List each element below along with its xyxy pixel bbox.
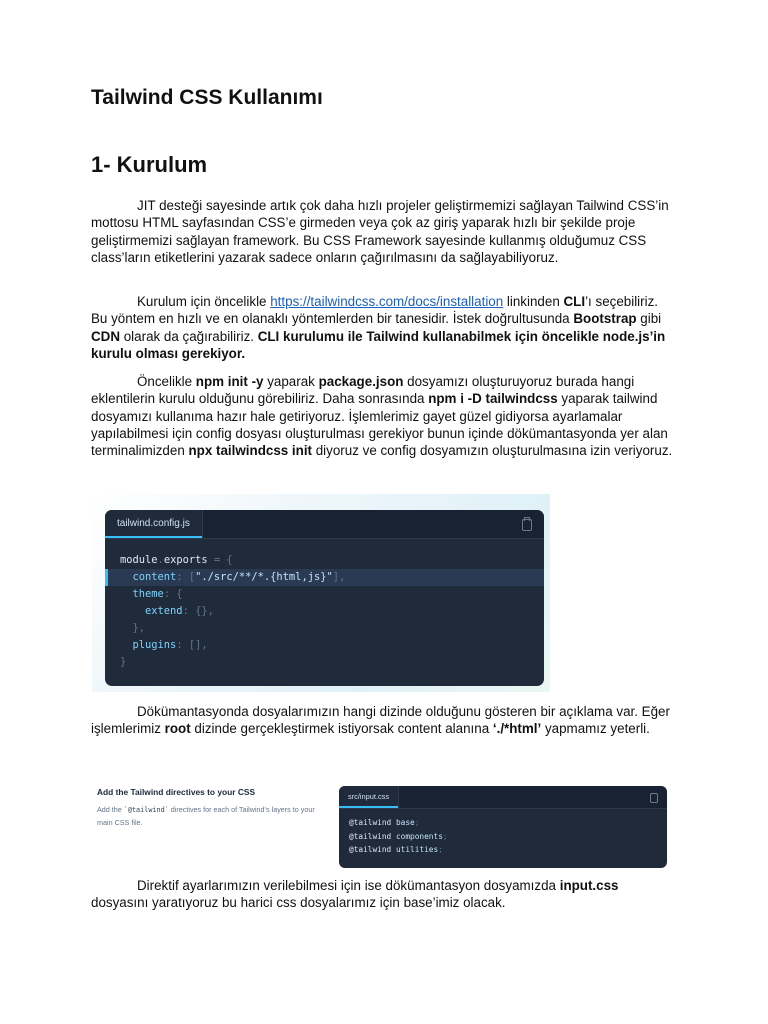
bold-cli: CLI bbox=[563, 294, 586, 309]
text-run: Add the bbox=[97, 805, 124, 814]
text-run: Öncelikle bbox=[137, 374, 196, 389]
directives-heading: Add the Tailwind directives to your CSS bbox=[97, 787, 256, 797]
code-token: ], bbox=[332, 571, 346, 583]
installation-link[interactable]: https://tailwindcss.com/docs/installation bbox=[270, 294, 504, 309]
text-run: linkinden bbox=[503, 294, 564, 309]
code-token: module bbox=[120, 554, 158, 566]
paragraph-npm bbox=[91, 373, 675, 459]
code-tab-bar bbox=[105, 510, 544, 539]
code-window bbox=[105, 510, 544, 686]
paragraph-content-path bbox=[91, 703, 675, 738]
text-run: olarak da çağırabiliriz. bbox=[120, 328, 258, 344]
code-tab-bar bbox=[339, 786, 667, 809]
code-block bbox=[339, 816, 667, 857]
code-file-tab: src/input.css bbox=[339, 786, 399, 808]
section-title: 1- Kurulum bbox=[91, 152, 208, 177]
css-code-window bbox=[339, 786, 667, 868]
code-token: plugins bbox=[132, 639, 177, 651]
text-run: Dökümantasyonda dosyalarımızın hangi dizinde olduğunu gösteren bir açıklama var. Eğer işlemlerimiz bbox=[91, 704, 670, 737]
code-token: theme bbox=[132, 588, 164, 600]
bold-npx-init: npx tailwindcss init bbox=[188, 443, 313, 459]
document-title: Tailwind CSS Kullanımı bbox=[91, 86, 323, 109]
code-token: utilities bbox=[391, 845, 439, 854]
code-token: : [], bbox=[176, 639, 208, 651]
code-line bbox=[339, 843, 667, 857]
text-run: yaparak tailwind dosyamızı kullanıma hazır hale getiriyoruz. İşlemlerimiz gayet güzel gidiyorsa ayarlamalar yapılabilmesi için config dosyası oluşturulması gerekiyor bunun içinde dökümantasyonda yer alan terminalimizden bbox=[91, 391, 668, 459]
code-line bbox=[105, 552, 544, 569]
code-token: : {}, bbox=[182, 605, 214, 617]
paragraph-input-css bbox=[91, 877, 675, 912]
intro-text: JIT desteği sayesinde artık çok daha hızlı projeler geliştirmemizi sağlayan Tailwind CSS’in mottosu HTML sayfasından CSS’e girmeden veya çok az giriş yaparak hızlı bir şekilde proje geliştirmemizi sağlayan framework. Bu CSS Framework sayesinde kullanmış olduğumuz CSS class’ların etiketlerini yazarak sadece onların çağırılmasını da sağlayabiliyoruz. bbox=[91, 198, 669, 265]
text-run: dosyamızı oluşturuyoruz burada hangi eklentilerin kurulu olduğunu görebiliriz. Daha sonrasında bbox=[91, 374, 635, 407]
directives-description bbox=[97, 804, 322, 828]
text-run: gibi bbox=[636, 311, 662, 327]
paragraph-intro bbox=[91, 197, 675, 266]
code-line bbox=[105, 586, 544, 603]
bold-npm-install: npm i -D tailwindcss bbox=[428, 391, 558, 407]
code-line bbox=[105, 654, 544, 671]
code-token: extend bbox=[145, 605, 183, 617]
text-run: directives for each of Tailwind’s layers to your main CSS file. bbox=[97, 805, 315, 827]
code-token: ; bbox=[442, 831, 448, 841]
bold-input-css: input.css bbox=[559, 878, 619, 893]
code-token: base bbox=[391, 818, 415, 827]
code-line bbox=[339, 830, 667, 844]
directives-screenshot bbox=[92, 780, 676, 872]
code-token: "./src/**/*.{html,js}" bbox=[195, 571, 333, 583]
config-code-screenshot bbox=[92, 494, 550, 692]
text-run: ’ı seçebiliriz. Bu yöntem en hızlı ve en olanaklı yöntemlerden bir tanesidir. İstek doğrultusunda bbox=[91, 294, 659, 327]
text-run: yaparak bbox=[263, 374, 319, 389]
bold-package-json: package.json bbox=[318, 374, 404, 389]
text-run: dosyasını yaratıyoruz bu harici css dosyalarımız için base’imiz olacak. bbox=[91, 895, 506, 911]
bold-html-glob: ‘./*html’ bbox=[492, 721, 542, 737]
code-token: : { bbox=[163, 588, 183, 600]
inline-code: `@tailwind` bbox=[123, 806, 169, 814]
bold-npm-init: npm init -y bbox=[195, 374, 264, 389]
code-token: @tailwind bbox=[349, 818, 392, 827]
paragraph-install bbox=[91, 293, 675, 362]
code-token: } bbox=[120, 656, 127, 668]
code-token: @tailwind bbox=[349, 831, 392, 841]
code-token: . bbox=[157, 554, 164, 566]
clipboard-icon bbox=[522, 519, 532, 531]
code-token: components bbox=[391, 831, 443, 841]
code-line bbox=[105, 620, 544, 637]
clipboard-icon bbox=[650, 793, 658, 803]
code-line-highlighted bbox=[105, 569, 544, 586]
bold-node-requirement: CLI kurulumu ile Tailwind kullanabilmek için öncelikle node.js’in kurulu olması gerekiyor. bbox=[91, 328, 666, 361]
bold-bootstrap: Bootstrap bbox=[573, 311, 637, 327]
code-token: ; bbox=[414, 818, 420, 827]
bold-root: root bbox=[164, 721, 191, 737]
code-line bbox=[105, 637, 544, 654]
code-token: @tailwind bbox=[349, 845, 392, 854]
code-token: content bbox=[132, 571, 177, 583]
code-token: = { bbox=[207, 554, 233, 566]
code-token: ; bbox=[438, 845, 443, 854]
code-file-tab: tailwind.config.js bbox=[105, 510, 203, 538]
code-line bbox=[105, 603, 544, 620]
text-run: diyoruz ve config dosyamızın oluşturulmasına izin veriyoruz. bbox=[312, 443, 673, 459]
text-run: dizinde gerçekleştirmek istiyorsak content alanına bbox=[190, 721, 493, 737]
text-run: yapmamız yeterli. bbox=[541, 721, 650, 737]
code-token: exports bbox=[163, 554, 208, 566]
text-run: Direktif ayarlarımızın verilebilmesi için ise dökümantasyon dosyamızda bbox=[137, 878, 560, 893]
text-run: Kurulum için öncelikle bbox=[137, 294, 271, 309]
code-token: }, bbox=[132, 622, 146, 634]
code-line bbox=[339, 816, 667, 830]
bold-cdn: CDN bbox=[91, 328, 121, 344]
code-token: : [ bbox=[176, 571, 196, 583]
code-block bbox=[105, 552, 544, 671]
